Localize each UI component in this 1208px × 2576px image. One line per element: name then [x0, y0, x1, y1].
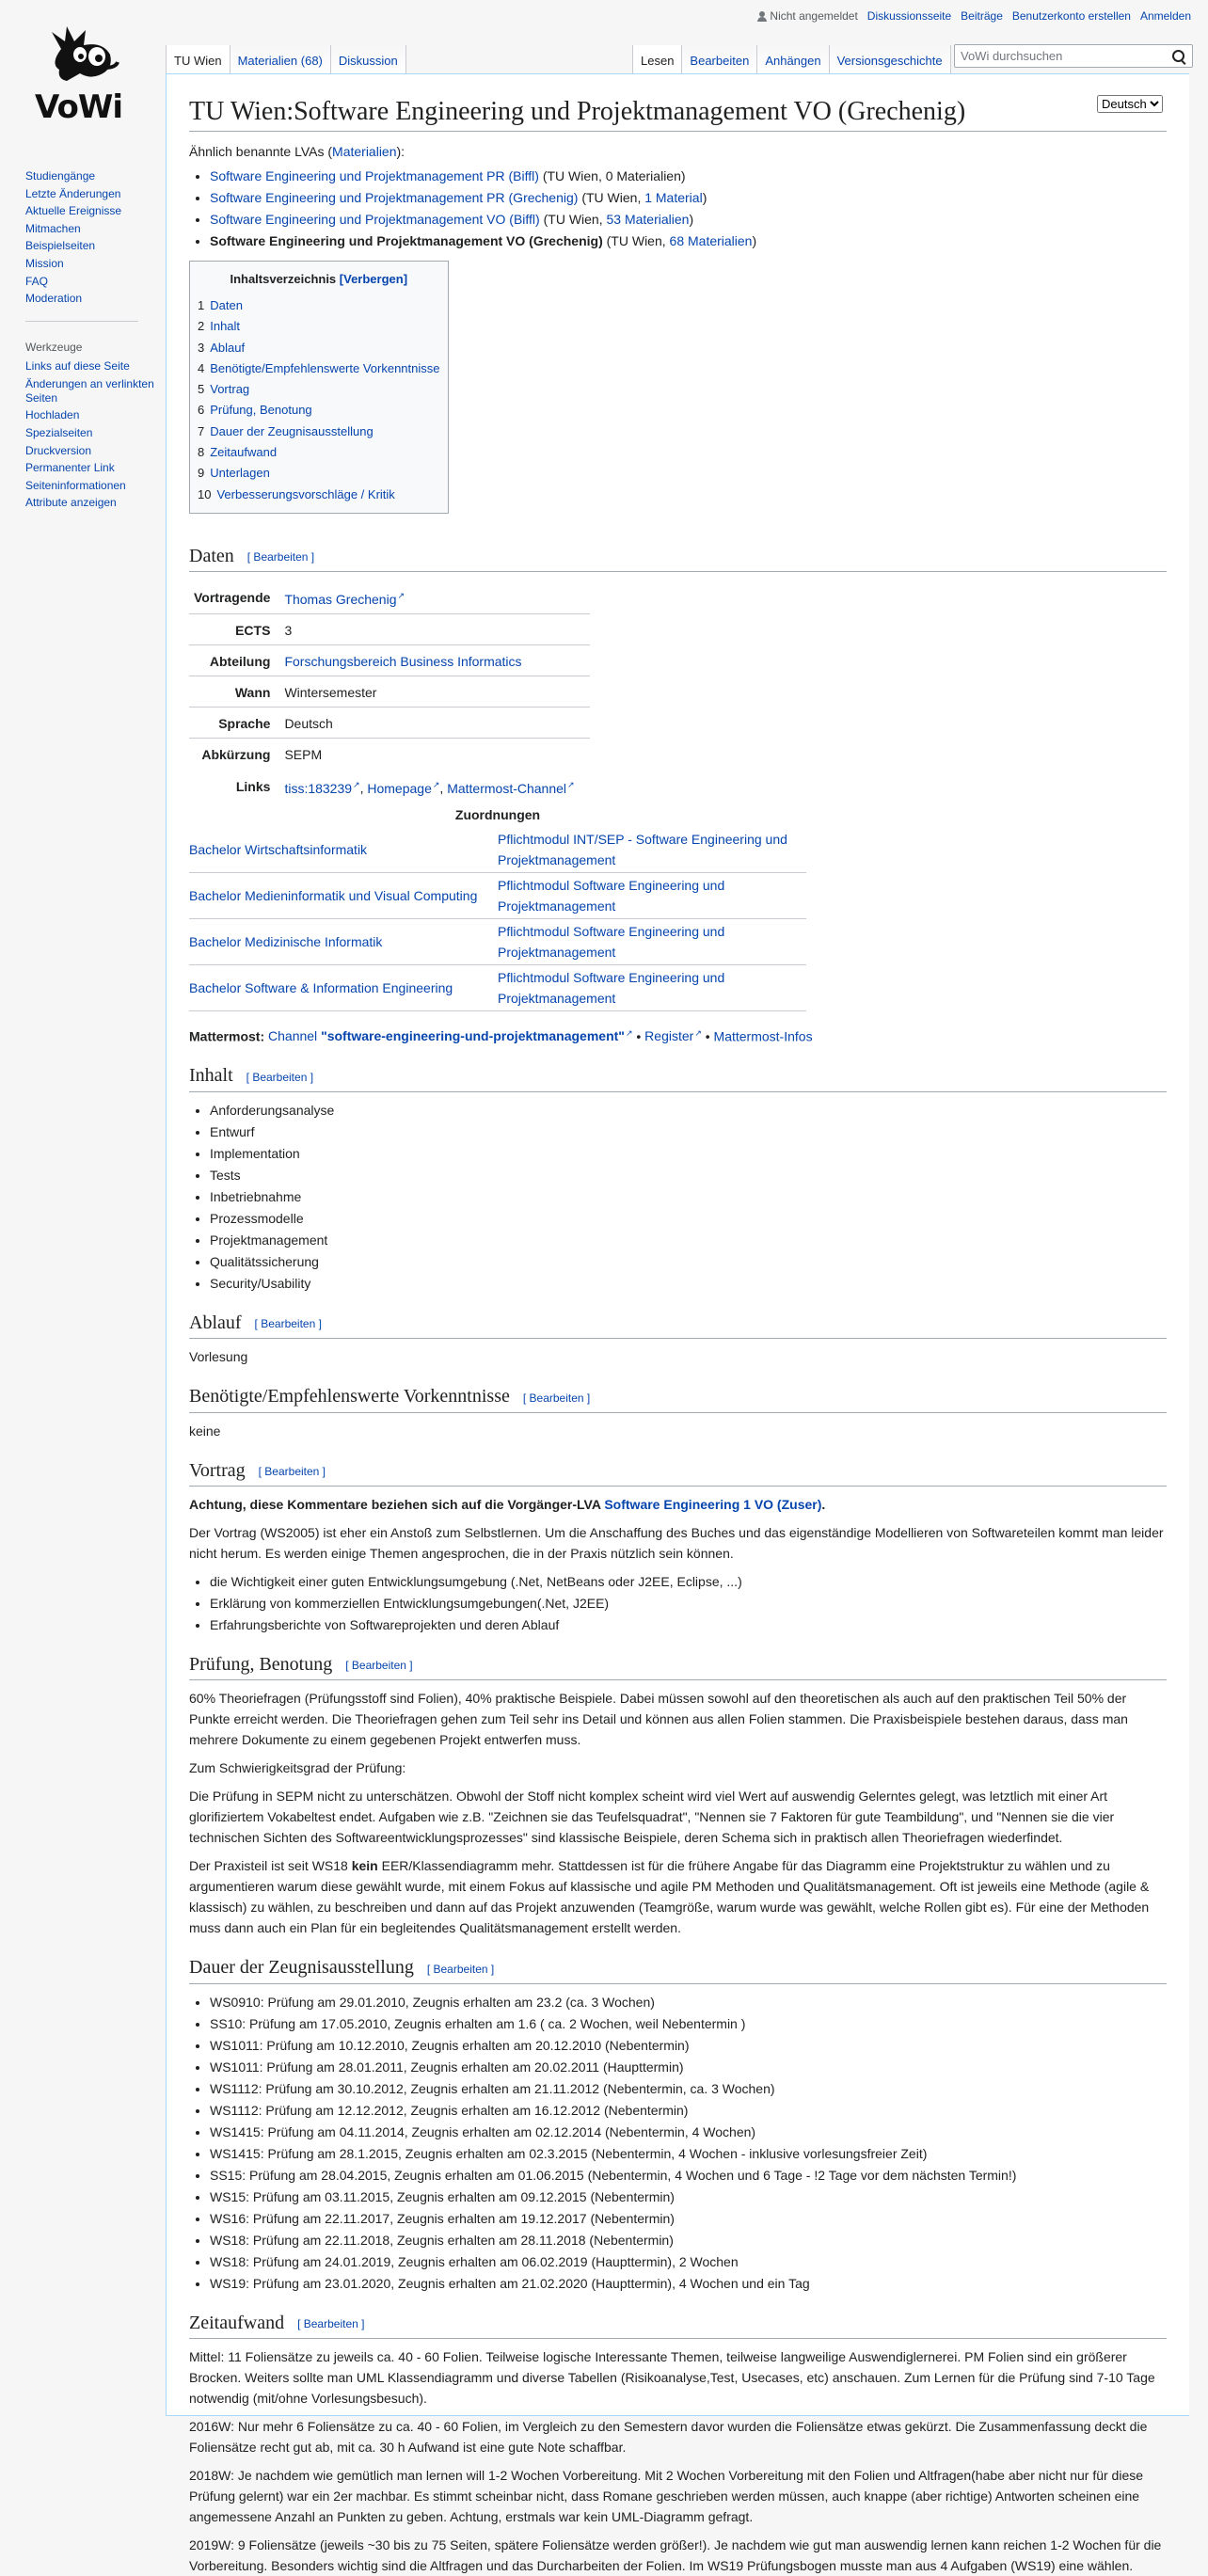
tab-label[interactable]: Bearbeiten: [690, 54, 750, 68]
tab-edit[interactable]: [681, 45, 756, 73]
section-heading: Benötigte/Empfehlenswerte Vorkenntnisse: [189, 1386, 510, 1407]
list-item: • WS0910: Prüfung am 29.01.2010, Zeugnis erhalten am 23.2 (ca. 3 Wochen): [210, 1992, 1167, 2012]
tools-heading: Werkzeuge: [25, 341, 83, 355]
sidebar-link[interactable]: Moderation: [25, 292, 83, 306]
edit-section-link[interactable]: [247, 550, 314, 564]
edit-link[interactable]: [ Bearbeiten ]: [246, 1070, 314, 1084]
info-key: Links: [235, 778, 271, 794]
toc-link[interactable]: [198, 298, 243, 312]
toc-text: Unterlagen: [210, 466, 270, 481]
sidebar-item-upload[interactable]: [25, 408, 166, 422]
toc-number: 2: [198, 319, 205, 334]
study-program-cell: [189, 827, 498, 873]
study-program-cell: [189, 918, 498, 964]
edit-section-link[interactable]: [427, 1963, 494, 1976]
similar-intro: Ähnlich benannte LVAs (: [189, 144, 333, 159]
separator: •: [701, 1028, 714, 1044]
table-row: [189, 676, 590, 708]
info-value: Wintersemester: [284, 685, 377, 701]
info-key: Sprache: [218, 716, 271, 732]
current-course: Software Engineering und Projektmanagement VO (Grechenig): [210, 233, 603, 248]
toc-number: 5: [198, 382, 205, 397]
study-program-link[interactable]: Bachelor Software & Information Engineering: [189, 979, 453, 995]
list-item: • Security/Usability: [210, 1273, 1167, 1294]
course-materials-link[interactable]: 1 Material: [644, 190, 703, 205]
module-cell: [498, 872, 806, 918]
study-program-cell: [189, 872, 498, 918]
sidebar-item-studiengaenge[interactable]: [25, 169, 166, 183]
tiss-link[interactable]: tiss:183239 ↗: [284, 781, 359, 796]
list-item: • WS18: Prüfung am 24.01.2019, Zeugnis erhalten am 06.02.2019 (Haupttermin), 2 Wochen: [210, 2251, 1167, 2272]
edit-section-link[interactable]: [246, 1071, 313, 1084]
list-item: • WS1415: Prüfung am 28.1.2015, Zeugnis erhalten am 02.3.2015 (Nebentermin, 4 Wochen - inklusive vorlesungsfreier Zeit): [210, 2143, 1167, 2164]
toc-link[interactable]: [198, 382, 249, 396]
tab-read[interactable]: [632, 45, 681, 73]
list-item: • Erklärung von kommerziellen Entwicklungsumgebungen(.Net, J2EE): [210, 1593, 1167, 1614]
toc-item[interactable]: [198, 358, 440, 379]
similar-list: [189, 166, 1167, 251]
tab-label[interactable]: Anhängen: [765, 54, 821, 68]
sidebar-item-recent-changes[interactable]: [25, 187, 166, 201]
section-heading: Prüfung, Benotung: [189, 1653, 333, 1675]
mattermost-channel-name: "software-engineering-und-projektmanagement": [321, 1028, 625, 1044]
assignments-title: Zuordnungen: [454, 806, 541, 822]
toc-number: 6: [198, 403, 205, 418]
study-program-cell: [189, 964, 498, 1010]
study-program-link[interactable]: Bachelor Medizinische Informatik: [189, 933, 383, 949]
pruefung-paragraph: 60% Theoriefragen (Prüfungsstoff sind Folien), 40% praktische Beispiele. Dabei müssen sowohl auf den theoretischen als auch auf den praktischen Teil 50% der Punkte erreicht werden. Die Theoriefragen gehen zum Teil sehr ins Detail und können aus allen Folien stammen. Die Praxisbeispiele bestehen daraus, dass man mehrere Dokumente zu einem gegebenen Projekt entwerfen muss.: [189, 1691, 1128, 1748]
anon-label: Nicht angemeldet: [770, 9, 858, 23]
info-value: Deutsch: [284, 716, 333, 732]
toc-item[interactable]: [198, 338, 440, 358]
edit-link[interactable]: [ Bearbeiten ]: [297, 2317, 365, 2331]
notice-text: Achtung, diese Kommentare beziehen sich auf die Vorgänger-LVA: [189, 1496, 605, 1512]
tab-label: Lesen: [641, 54, 675, 68]
ablauf-text: Vorlesung: [189, 1349, 248, 1365]
course-materials-link[interactable]: 53 Materialien: [606, 212, 690, 227]
notice-end: .: [821, 1496, 826, 1512]
toc-item[interactable]: [198, 463, 440, 484]
list-item: • Implementation: [210, 1143, 1167, 1164]
list-item: • WS1112: Prüfung am 12.12.2012, Zeugnis erhalten am 16.12.2012 (Nebentermin): [210, 2100, 1167, 2121]
logo-wordmark: VoWi: [35, 88, 122, 126]
sidebar-nav: [0, 169, 166, 306]
section-inhalt: [189, 1063, 1167, 1091]
section-heading: Vortrag: [189, 1459, 246, 1481]
toc-text: Daten: [210, 298, 243, 312]
toc-link[interactable]: [198, 424, 374, 438]
toc-title: [198, 269, 440, 290]
text-part: Der Praxisteil ist seit WS18: [189, 1858, 352, 1874]
sidebar-item-special-pages[interactable]: [25, 426, 166, 440]
namespace-tabs: [166, 45, 406, 73]
sidebar-tools: [0, 359, 166, 510]
toc-text: Vortrag: [210, 382, 250, 397]
course-meta-end: ): [680, 168, 686, 183]
mattermost-channel[interactable]: [268, 1028, 632, 1043]
list-item: • WS16: Prüfung am 22.11.2017, Zeugnis erhalten am 19.12.2017 (Nebentermin): [210, 2208, 1167, 2229]
language-select[interactable]: [1097, 95, 1163, 113]
list-item: • Entwurf: [210, 1121, 1167, 1142]
module-link[interactable]: Pflichtmodul Software Engineering und Projektmanagement: [498, 969, 725, 1006]
sidebar-item-mission[interactable]: [25, 257, 166, 271]
tab-materials[interactable]: [230, 45, 330, 73]
anon-status: [757, 9, 857, 23]
info-key: Abkürzung: [201, 747, 271, 763]
section-dauer: [189, 1955, 1167, 1983]
section-heading: Dauer der Zeugnisausstellung: [189, 1957, 414, 1979]
sidebar-link[interactable]: Seiteninformationen: [25, 478, 126, 492]
study-program-link[interactable]: Bachelor Medieninformatik und Visual Computing: [189, 887, 478, 903]
table-row: [189, 645, 590, 676]
info-value-cell: [279, 739, 590, 770]
module-link[interactable]: Pflichtmodul Software Engineering und Projektmanagement: [498, 923, 725, 960]
section-zeitaufwand: [189, 2311, 1167, 2339]
zeitaufwand-paragraph: Mittel: 11 Foliensätze zu jeweils ca. 40 - 60 Folien. Teilweise logische Interessante Themen, teilweise langweilige Auswendiglernerei. PM Folien sind ein größerer Brocken. Weiters sollte man UML Klassendiagramm und diverse Tabellen (Risikoanalyse,Test, Usecases, etc) anschauen. Zum Lernen für die Prüfung sind 7-10 Tage notwendig (mit/ohne Vorlesungsbesuch).: [189, 2349, 1155, 2407]
separator: •: [632, 1028, 645, 1044]
assignments-table: [189, 803, 806, 1011]
list-item: • WS1415: Prüfung am 04.11.2014, Zeugnis erhalten am 02.12.2014 (Nebentermin, 4 Wochen): [210, 2122, 1167, 2142]
table-row: [189, 827, 806, 873]
info-value: SEPM: [284, 747, 323, 763]
course-link[interactable]: Software Engineering und Projektmanagement PR (Grechenig): [210, 190, 579, 205]
table-row: [189, 918, 806, 964]
sidebar-link[interactable]: Hochladen: [25, 408, 80, 422]
sidebar-item-page-info[interactable]: [25, 479, 166, 493]
tab-label[interactable]: Materialien (68): [237, 54, 323, 68]
toc-link[interactable]: [198, 403, 312, 417]
search-input[interactable]: [955, 45, 1164, 67]
table-of-contents: [189, 261, 449, 514]
section-heading: Inhalt: [189, 1065, 233, 1087]
list-item: • Tests: [210, 1165, 1167, 1185]
toc-number: 1: [198, 298, 205, 312]
mascot-icon: [24, 21, 141, 91]
vorkenntnisse-text: keine: [189, 1423, 221, 1439]
toc-text: Prüfung, Benotung: [210, 403, 312, 418]
toc-item[interactable]: [198, 295, 440, 316]
talk-link[interactable]: Diskussionsseite: [866, 9, 952, 23]
list-item: [210, 166, 1167, 186]
toc-item[interactable]: [198, 316, 440, 337]
tab-tu-wien[interactable]: [166, 45, 230, 73]
toc-item[interactable]: [198, 379, 440, 400]
text-part: EER/Klassendiagramm mehr. Stattdessen ist für die frühere Angabe für das Diagramm eine Projektstruktur zu wählen und zu argumentieren warum diese gewählt wurde, mit einem Fokus auf klassische und agile PM Methoden und Qualitätsmanagement. Oft ist jeweils eine Methode (agile & klassisch) zu wählen, zu beschreiben und dann auf das Projekt anzuwenden (Teamgröße, warum wurde was gewählt, welche Rollen gibt es). Für eine der Methoden muss dann auch ein Plan für ein begleitendes Qualitätsmanagement erstellt werden.: [189, 1858, 1150, 1936]
list-item: [210, 231, 1167, 251]
course-meta: (TU Wien,: [538, 168, 606, 183]
zeitaufwand-paragraph: 2016W: Nur mehr 6 Foliensätze zu ca. 40 - 60 Folien, im Vergleich zu den Semestern davor wurden die Foliensätze etwas gekürzt. Die Zusammenfassung deckt die Foliensätze recht gut ab, mit ca. 30 h Aufwand ist eine gute Note schaffbar.: [189, 2419, 1148, 2456]
toc-text: Verbesserungsvorschläge / Kritik: [216, 486, 395, 501]
table-row: [189, 580, 590, 613]
tab-label: TU Wien: [174, 54, 222, 68]
table-row: [189, 708, 590, 739]
list-item: • WS1011: Prüfung am 10.12.2010, Zeugnis erhalten am 20.12.2010 (Nebentermin): [210, 2035, 1167, 2056]
sidebar-item-whatlinkshere[interactable]: [25, 359, 166, 374]
toc-number: 7: [198, 423, 205, 438]
login-link[interactable]: Anmelden: [1139, 9, 1191, 23]
materials-link[interactable]: Materialien: [332, 144, 397, 159]
similar-intro-end: ):: [396, 144, 405, 159]
toc-item[interactable]: [198, 485, 440, 505]
search-icon[interactable]: [1172, 50, 1184, 62]
tab-label[interactable]: Diskussion: [338, 54, 398, 68]
tab-history[interactable]: [829, 45, 951, 73]
sidebar-link[interactable]: Druckversion: [25, 443, 92, 457]
toc-text: Benötigte/Empfehlenswerte Vorkenntnisse: [210, 360, 440, 375]
section-vortrag: [189, 1458, 1167, 1487]
predecessor-link[interactable]: Software Engineering 1 VO (Zuser): [604, 1496, 822, 1512]
toc-link[interactable]: [198, 466, 270, 480]
info-key: Wann: [234, 685, 271, 701]
course-meta-end: ): [752, 233, 757, 248]
certificate-duration-list: [189, 1992, 1167, 2294]
page-title: TU Wien:Software Engineering und Projektmanagement VO (Grechenig): [189, 95, 1167, 132]
toc-hide-link[interactable]: [Verbergen]: [339, 272, 408, 286]
list-item: • WS1112: Prüfung am 30.10.2012, Zeugnis erhalten am 21.11.2012 (Nebentermin, ca. 3 Wochen): [210, 2078, 1167, 2099]
list-item: • die Wichtigkeit einer guten Entwicklungsumgebung (.Net, NetBeans oder J2EE, Eclipse, ...): [210, 1571, 1167, 1592]
sidebar-item-moderation[interactable]: [25, 292, 166, 306]
module-link[interactable]: Pflichtmodul INT/SEP - Software Engineering und Projektmanagement: [498, 831, 787, 867]
user-icon: [757, 11, 767, 22]
vortrag-list: [189, 1571, 1167, 1635]
personal-bar: [757, 9, 1191, 23]
create-account-link[interactable]: Benutzerkonto erstellen: [1011, 9, 1131, 23]
toc-link[interactable]: [198, 341, 245, 355]
table-row: [189, 614, 590, 645]
toc-number: 8: [198, 445, 205, 460]
toc-link[interactable]: [198, 445, 277, 459]
course-materials-link[interactable]: 68 Materialien: [669, 233, 753, 248]
toc-text: Zeitaufwand: [210, 445, 278, 460]
edit-section-link[interactable]: [523, 1391, 590, 1405]
course-meta: (TU Wien,: [578, 190, 645, 205]
toc-link[interactable]: [198, 487, 395, 501]
info-value-cell: [279, 708, 590, 739]
course-meta-end: ): [702, 190, 707, 205]
edit-section-link[interactable]: [259, 1465, 326, 1478]
mattermost-channel-link[interactable]: Mattermost-Channel ↗: [447, 781, 574, 796]
toc-link[interactable]: [198, 319, 240, 333]
module-cell: [498, 918, 806, 964]
toc-heading: Inhaltsverzeichnis: [230, 272, 337, 286]
sidebar-item-events[interactable]: [25, 204, 166, 218]
edit-section-link[interactable]: [297, 2317, 364, 2330]
info-value-cell: [279, 614, 590, 645]
sidebar-item-permalink[interactable]: [25, 461, 166, 475]
sidebar-item-examples[interactable]: [25, 239, 166, 253]
section-heading: Ablauf: [189, 1312, 242, 1333]
course-materials-count: 0 Materialien: [605, 168, 681, 183]
toc-item[interactable]: [198, 400, 440, 421]
info-value-link[interactable]: Forschungsbereich Business Informatics: [284, 654, 522, 670]
info-key: Abteilung: [209, 654, 271, 670]
list-item: • WS1011: Prüfung am 28.01.2011, Zeugnis erhalten am 20.02.2011 (Haupttermin): [210, 2057, 1167, 2077]
vortrag-text: Der Vortrag (WS2005) ist eher ein Anstoß zum Selbstlernen. Um die Anschaffung des Buches und das eigenständige Modellieren von Softwareteilen kommt man leider nicht herum. Es werden einige Themen angesprochen, die in der Praxis nützlich sein können.: [189, 1524, 1164, 1561]
course-meta-end: ): [689, 212, 694, 227]
course-link[interactable]: Software Engineering und Projektmanagement PR (Biffl): [210, 168, 539, 183]
toc-item[interactable]: [198, 442, 440, 463]
table-row: [189, 964, 806, 1010]
info-value: 3: [284, 623, 293, 639]
sidebar-link[interactable]: FAQ: [25, 274, 49, 288]
info-key: Vortragende: [194, 590, 271, 606]
sidebar-link[interactable]: Links auf diese Seite: [25, 359, 130, 374]
section-pruefung: [189, 1652, 1167, 1680]
sidebar-item-attributes[interactable]: [25, 496, 166, 510]
course-meta: (TU Wien,: [539, 212, 607, 227]
edit-link[interactable]: [ Bearbeiten ]: [426, 1962, 495, 1976]
mattermost-label: Mattermost:: [189, 1028, 265, 1044]
table-row: [189, 739, 590, 770]
sidebar-link[interactable]: Studiengänge: [25, 169, 96, 183]
sidebar-link[interactable]: Beispielseiten: [25, 239, 96, 253]
list-item: [210, 187, 1167, 208]
homepage-link[interactable]: Homepage ↗: [367, 781, 439, 796]
list-item: • WS19: Prüfung am 23.01.2020, Zeugnis erhalten am 21.02.2020 (Haupttermin), 4 Wochen und ein Tag: [210, 2273, 1167, 2294]
similar-courses: [189, 141, 1167, 162]
pruefung-paragraph: [189, 1855, 1167, 1938]
toc-number: 4: [198, 360, 205, 375]
sidebar-divider: [25, 321, 138, 322]
tab-discussion[interactable]: [330, 45, 406, 73]
mattermost-register-link[interactable]: Register ↗: [644, 1028, 702, 1043]
text-emphasis: kein: [351, 1858, 378, 1874]
edit-section-link[interactable]: [345, 1659, 412, 1672]
edit-link[interactable]: [ Bearbeiten ]: [254, 1317, 322, 1331]
tab-label[interactable]: Versionsgeschichte: [836, 54, 943, 68]
sidebar-link[interactable]: Aktuelle Ereignisse: [25, 204, 122, 218]
sidebar-link[interactable]: Permanenter Link: [25, 461, 115, 475]
sidebar-item-contribute[interactable]: [25, 222, 166, 236]
mattermost-channel-prefix: Channel: [268, 1028, 322, 1044]
info-links: tiss:183239 ↗ , Homepage ↗ , Mattermost-Channel ↗: [279, 769, 590, 803]
sidebar-item-print[interactable]: [25, 444, 166, 458]
toc-link[interactable]: [198, 361, 440, 375]
zeitaufwand-paragraph: 2018W: Je nachdem wie gemütlich man lernen will 1-2 Wochen Vorbereitung. Mit 2 Wochen Vorbereitung mit den Folien und Altfragen(habe aber nicht nur für diese Prüfung gelernt) war ein 2er machbar. Es stimmt scheinbar nicht, dass Romane geschrieben werden müssen, auch knappe (aber richtige) Antworten scheinen eine angemessene Anzahl an Punkten zu geben. Achtung, erstmals war kein UML-Diagramm gefragt.: [189, 2468, 1144, 2525]
site-logo[interactable]: [24, 21, 141, 134]
sidebar: [0, 169, 166, 514]
info-value-cell: [279, 580, 590, 613]
info-value-cell: [279, 645, 590, 676]
section-vorkenntnisse: [189, 1384, 1167, 1412]
contributions-link[interactable]: Beiträge: [961, 9, 1003, 23]
mattermost-line: [189, 1023, 1167, 1047]
section-heading: Zeitaufwand: [189, 2312, 285, 2333]
section-heading: Daten: [189, 545, 234, 566]
toc-item[interactable]: [198, 421, 440, 442]
edit-link[interactable]: [ Bearbeiten ]: [522, 1391, 591, 1405]
edit-link[interactable]: [ Bearbeiten ]: [258, 1464, 326, 1478]
edit-link[interactable]: [ Bearbeiten ]: [246, 550, 315, 564]
section-daten: [189, 544, 1167, 572]
edit-section-link[interactable]: [255, 1317, 322, 1330]
module-link[interactable]: Pflichtmodul Software Engineering und Projektmanagement: [498, 877, 725, 914]
main-content: [166, 73, 1189, 2574]
table-row: [189, 769, 590, 803]
list-item: • WS15: Prüfung am 03.11.2015, Zeugnis erhalten am 09.12.2015 (Nebentermin): [210, 2186, 1167, 2207]
sidebar-link[interactable]: Mitmachen: [25, 221, 81, 235]
toc-text: Dauer der Zeugnisausstellung: [210, 423, 374, 438]
predecessor-notice: [189, 1494, 1167, 1515]
list-item: [210, 209, 1167, 230]
view-tabs: [632, 45, 951, 73]
list-item: • Qualitätssicherung: [210, 1251, 1167, 1272]
list-item: • SS15: Prüfung am 28.04.2015, Zeugnis erhalten am 01.06.2015 (Nebentermin, 4 Wochen und 6 Tage - !2 Tage vor dem nächsten Termin!): [210, 2165, 1167, 2186]
sidebar-link[interactable]: Attribute anzeigen: [25, 496, 117, 510]
mattermost-infos-link[interactable]: Mattermost-Infos: [713, 1028, 813, 1044]
content-topics-list: [189, 1100, 1167, 1294]
list-item: • Anforderungsanalyse: [210, 1100, 1167, 1121]
pruefung-paragraph: Zum Schwierigkeitsgrad der Prüfung:: [189, 1760, 406, 1776]
sidebar-item-faq[interactable]: [25, 275, 166, 289]
list-item: • SS10: Prüfung am 17.05.2010, Zeugnis erhalten am 1.6 ( ca. 2 Wochen, weil Nebentermin ): [210, 2013, 1167, 2034]
toc-text: Inhalt: [210, 319, 241, 334]
sidebar-item-related-changes[interactable]: [25, 377, 166, 405]
list-item: • WS18: Prüfung am 22.11.2018, Zeugnis erhalten am 28.11.2018 (Nebentermin): [210, 2230, 1167, 2250]
course-meta: (TU Wien,: [602, 233, 670, 248]
list-item: • Inbetriebnahme: [210, 1186, 1167, 1207]
pruefung-paragraph: Die Prüfung in SEPM nicht zu unterschätzen. Obwohl der Stoff nicht komplex scheint wird viel Wert auf auswendig Gelerntes gelegt, was letztlich mit einer Art glorifiziertem Vokabeltest endet. Aufgaben wie z.B. "Zeichnen sie das Teufelsquadrat", "Nennen sie 7 Faktoren für gute Teambildung", und "Nennen sie die vier technischen Sichten des Softwareentwicklungsprozesses" sind klassische Beispiele, deren Schema sich in praktisch allen Theoriefragen wiederfindet.: [189, 1789, 1115, 1846]
toc-number: 3: [198, 340, 205, 355]
edit-link[interactable]: [ Bearbeiten ]: [345, 1659, 413, 1673]
info-value-link[interactable]: Thomas Grechenig ↗: [284, 592, 405, 607]
module-cell: [498, 964, 806, 1010]
module-cell: [498, 827, 806, 873]
info-value-cell: [279, 676, 590, 708]
toc-list: [198, 295, 440, 505]
course-info-table: [189, 580, 590, 802]
sidebar-link[interactable]: Spezialseiten: [25, 425, 93, 439]
table-row: [189, 872, 806, 918]
sidebar-link[interactable]: Änderungen an verlinkten Seiten: [25, 376, 154, 405]
toc-number: 9: [198, 466, 205, 481]
zeitaufwand-paragraph: 2019W: 9 Foliensätze (jeweils ~30 bis zu 75 Seiten, spätere Foliensätze werden größer!). Je nachdem wie gut man auswendig lernen kann reichen 1-2 Wochen für die Vorbereitung. Besonders wichtig sind die Altfragen und das Durcharbeiten der Folien. Im WS19 Prüfungsbogen musste man aus 4 Aufgaben (WS19) eine wählen.: [189, 2537, 1162, 2574]
toc-number: 10: [198, 486, 212, 501]
list-item: • Projektmanagement: [210, 1230, 1167, 1250]
toc-text: Ablauf: [210, 340, 246, 355]
course-link[interactable]: Software Engineering und Projektmanagement VO (Biffl): [210, 212, 540, 227]
list-item: • Erfahrungsberichte von Softwareprojekten und deren Ablauf: [210, 1614, 1167, 1635]
tab-attach[interactable]: [756, 45, 828, 73]
sidebar-link[interactable]: Letzte Änderungen: [25, 186, 121, 200]
list-item: • Prozessmodelle: [210, 1208, 1167, 1229]
search-box: [954, 44, 1193, 68]
study-program-link[interactable]: Bachelor Wirtschaftsinformatik: [189, 841, 368, 857]
section-ablauf: [189, 1311, 1167, 1339]
info-key: ECTS: [235, 623, 271, 639]
sidebar-link[interactable]: Mission: [25, 256, 64, 270]
